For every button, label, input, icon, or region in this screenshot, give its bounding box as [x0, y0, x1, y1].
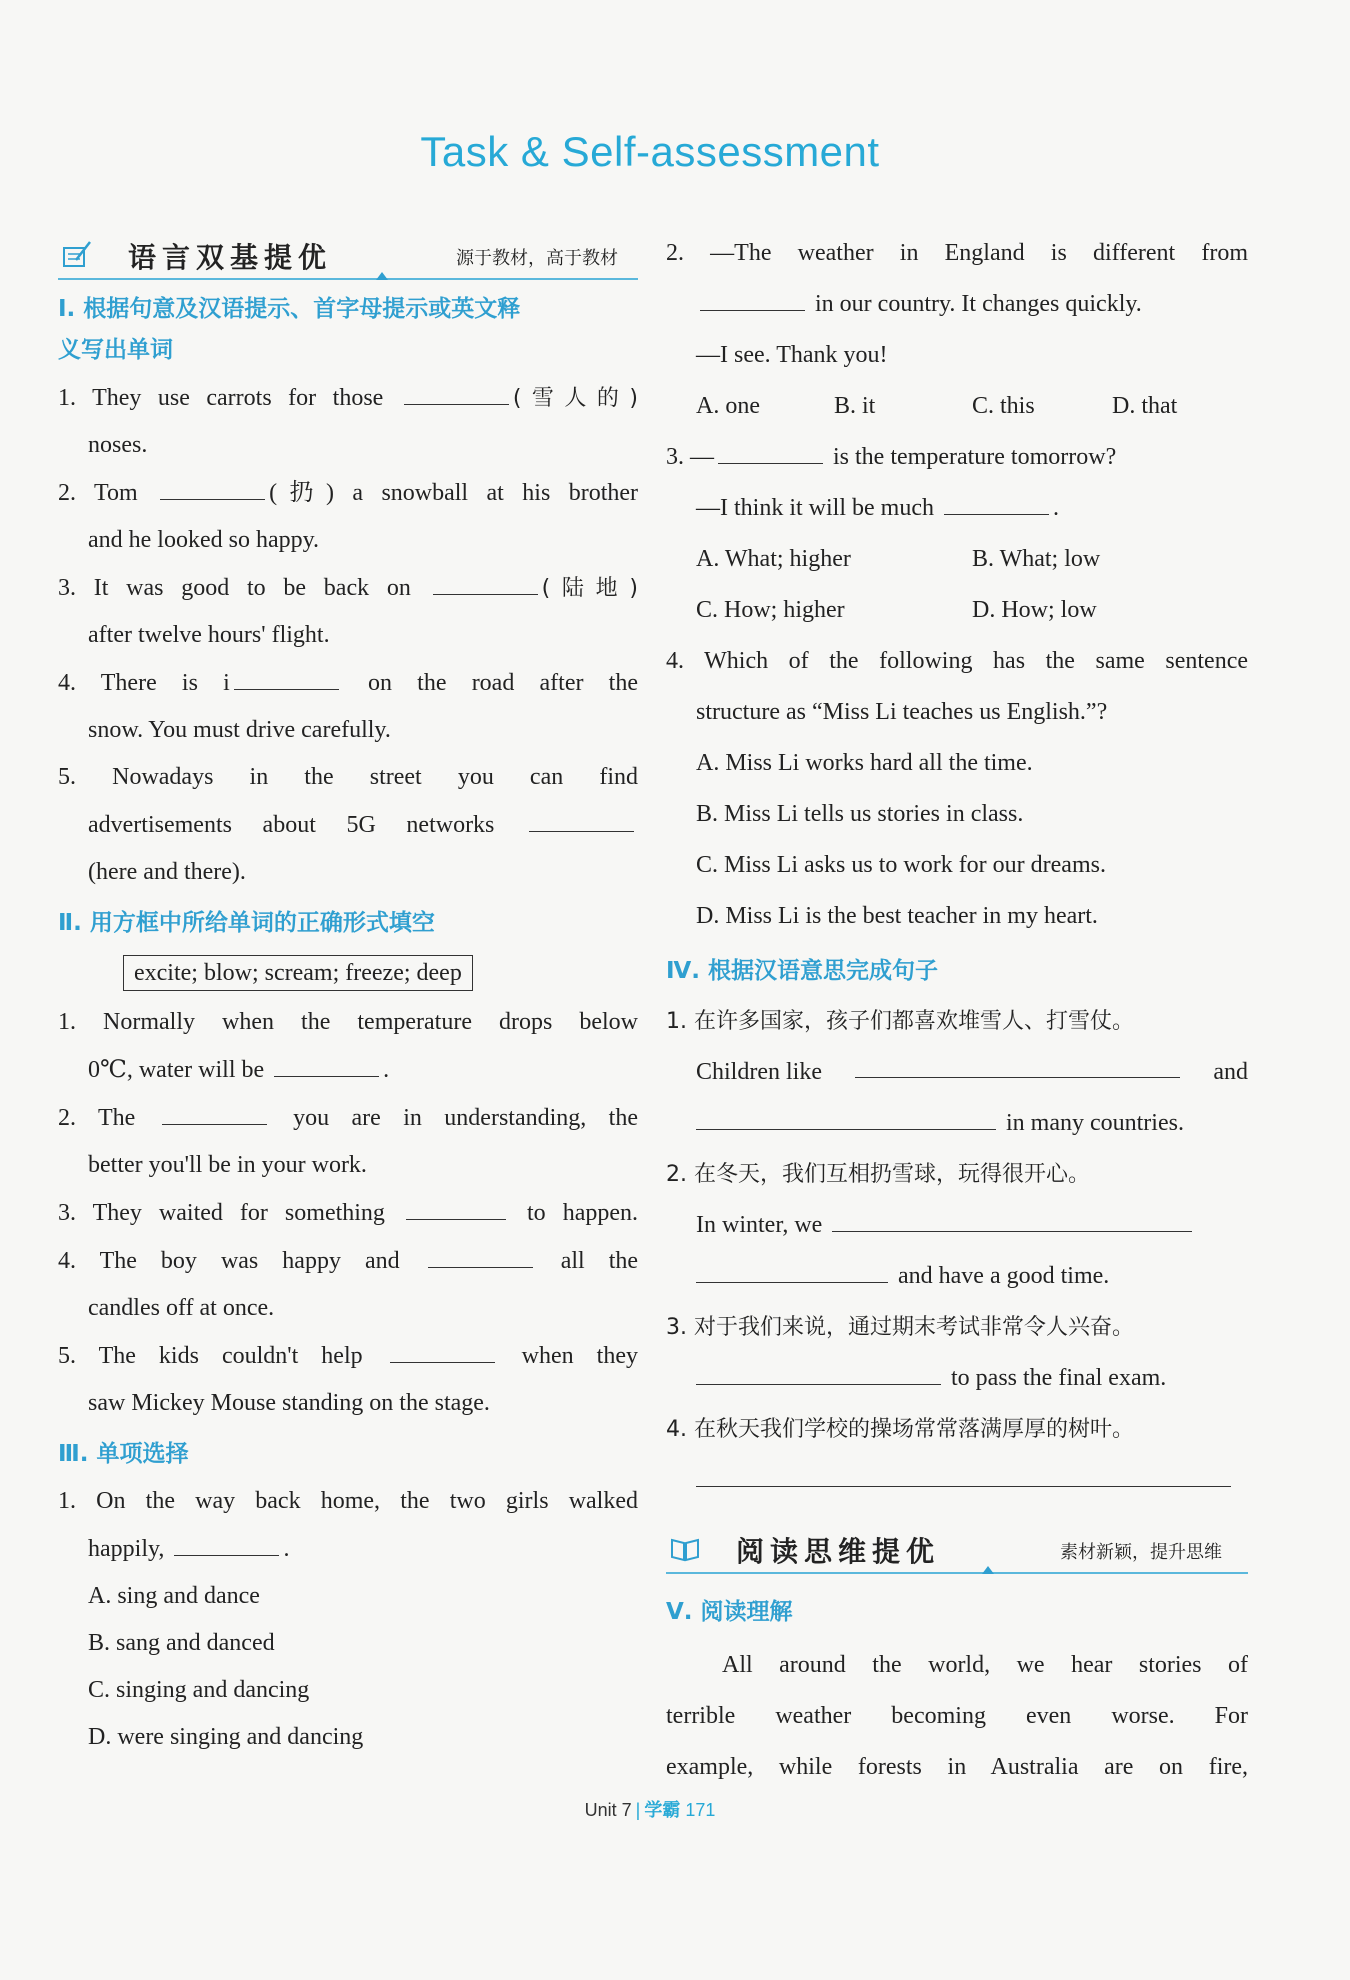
unit-label: Unit 7	[584, 1800, 632, 1820]
choice-question-3: 3. — is the temperature tomorrow? —I think it will be much . A. What; higher B. What; low C. How; higher D. How; low	[666, 432, 1248, 636]
answer-blank[interactable]	[855, 1047, 1180, 1078]
option-c[interactable]: C. How; higher	[696, 597, 845, 623]
answer-blank[interactable]	[696, 1354, 941, 1385]
part4-heading: Ⅳ. 根据汉语意思完成句子	[666, 958, 939, 984]
section-subtitle: 源于教材，高于教材	[456, 248, 618, 269]
part1-item-2: 2. Tom (扔) a snowball at his brother and he looked so happy.	[58, 469, 638, 564]
option-b[interactable]: B. Miss Li tells us stories in class.	[696, 801, 1024, 827]
answer-blank[interactable]	[529, 801, 634, 832]
answer-blank[interactable]	[174, 1525, 279, 1556]
options-row	[666, 381, 1248, 432]
options-row	[666, 585, 1248, 636]
choice-question-2: 2. —The weather in England is different from in our country. It changes quickly. —I see. Thank you! A. one B. it C. this D. that	[666, 228, 1248, 432]
reading-passage: All around the world, we hear stories of terrible weather becoming even worse. For example, while forests in Australia are on fire,	[666, 1652, 1248, 1780]
option-a[interactable]: A. one	[696, 393, 760, 419]
translation-item-3: 3. 对于我们来说，通过期末考试非常令人兴奋。 to pass the final exam.	[666, 1315, 1167, 1391]
section-subtitle: 素材新颖，提升思维	[1060, 1542, 1222, 1563]
answer-blank[interactable]	[274, 1046, 379, 1077]
answer-blank[interactable]	[162, 1094, 267, 1125]
part1-heading: Ⅰ. 根据句意及汉语提示、首字母提示或英文释 义写出单词	[58, 296, 521, 363]
answer-blank[interactable]	[428, 1237, 533, 1268]
choice-question-4: 4. Which of the following has the same sentence structure as “Miss Li teaches us English.”? A. Miss Li works hard all the time. B. Miss Li tells us stories in class. C. Miss Li asks us to work for our dreams. D. Miss Li is the best teacher in my heart.	[666, 636, 1248, 942]
option-a[interactable]: A. What; higher	[696, 546, 851, 572]
answer-blank[interactable]	[404, 374, 509, 405]
option-a[interactable]: A. Miss Li works hard all the time.	[696, 750, 1033, 776]
part2-item-2: 2. The you are in understanding, the better you'll be in your work.	[58, 1094, 638, 1189]
answer-blank[interactable]	[234, 659, 339, 690]
option-c[interactable]: C. Miss Li asks us to work for our dreams.	[696, 852, 1106, 878]
option-d[interactable]: D. were singing and dancing	[88, 1724, 364, 1750]
answer-blank[interactable]	[696, 1099, 996, 1130]
part1-item-3: 3. It was good to be back on (陆地) after twelve hours' flight.	[58, 564, 638, 659]
part1-item-1: 1. They use carrots for those (雪人的) noses.	[58, 374, 638, 469]
answer-blank[interactable]	[696, 1456, 1231, 1487]
part2-item-5: 5. The kids couldn't help when they saw Mickey Mouse standing on the stage.	[58, 1332, 638, 1427]
part2-item-3: 3. They waited for something to happen.	[58, 1189, 638, 1237]
choice-question-1: 1. On the way back home, the two girls walked happily, . A. sing and dance B. sang and danced C. singing and dancing D. were singing and dancing	[58, 1478, 638, 1761]
option-b[interactable]: B. it	[834, 393, 876, 419]
translation-item-1: 1. 在许多国家，孩子们都喜欢堆雪人、打雪仗。 Children like and in many countries.	[666, 1009, 1248, 1136]
part5-heading: Ⅴ. 阅读理解	[666, 1599, 793, 1625]
brand-name: 学霸	[644, 1800, 681, 1820]
left-column	[58, 232, 638, 1761]
section-title: 语言双基提优	[128, 241, 333, 274]
part2-item-1: 1. Normally when the temperature drops below 0℃, water will be .	[58, 1009, 638, 1083]
answer-blank[interactable]	[944, 484, 1049, 515]
options-row	[666, 534, 1248, 585]
translation-item-4: 4. 在秋天我们学校的操场常常落满厚厚的树叶。	[666, 1404, 1248, 1506]
option-c[interactable]: C. this	[972, 393, 1035, 419]
part1-item-4: 4. There is i on the road after the snow. You must drive carefully.	[58, 659, 638, 754]
open-book-icon	[670, 1534, 700, 1562]
section-title: 阅读思维提优	[736, 1535, 941, 1568]
answer-blank[interactable]	[390, 1332, 495, 1363]
answer-blank[interactable]	[160, 469, 265, 500]
section-banner-basics	[58, 232, 638, 280]
part3-heading: Ⅲ. 单项选择	[58, 1441, 189, 1467]
footer-divider: |	[635, 1800, 641, 1820]
part2-item-4: 4. The boy was happy and all the candles off at once.	[58, 1237, 638, 1332]
option-b[interactable]: B. What; low	[972, 546, 1101, 572]
part2-heading: Ⅱ. 用方框中所给单词的正确形式填空	[58, 910, 435, 936]
section-banner-reading	[666, 1526, 1248, 1574]
answer-blank[interactable]	[406, 1189, 506, 1220]
page-title: Task & Self-assessment	[420, 128, 880, 175]
answer-blank[interactable]	[696, 1252, 888, 1283]
answer-blank[interactable]	[433, 564, 538, 595]
word-box: excite; blow; scream; freeze; deep	[123, 955, 473, 991]
notebook-pen-icon	[62, 240, 92, 268]
option-d[interactable]: D. that	[1112, 393, 1178, 419]
right-column	[666, 228, 1248, 1793]
banner-marker	[376, 272, 388, 280]
option-d[interactable]: D. How; low	[972, 597, 1097, 623]
page-footer	[0, 1796, 1300, 1822]
answer-blank[interactable]	[718, 433, 823, 464]
page-number: 171	[685, 1800, 716, 1820]
answer-blank[interactable]	[832, 1201, 1192, 1232]
translation-item-2: 2. 在冬天，我们互相扔雪球，玩得很开心。 In winter, we and have a good time.	[666, 1149, 1248, 1302]
banner-marker	[982, 1566, 994, 1574]
option-b[interactable]: B. sang and danced	[88, 1630, 275, 1656]
option-a[interactable]: A. sing and dance	[88, 1583, 260, 1609]
part1-item-5: 5. Nowadays in the street you can find advertisements about 5G networks (here and there).	[58, 764, 638, 885]
option-d[interactable]: D. Miss Li is the best teacher in my heart.	[696, 903, 1098, 929]
answer-blank[interactable]	[700, 280, 805, 311]
option-c[interactable]: C. singing and dancing	[88, 1677, 310, 1703]
